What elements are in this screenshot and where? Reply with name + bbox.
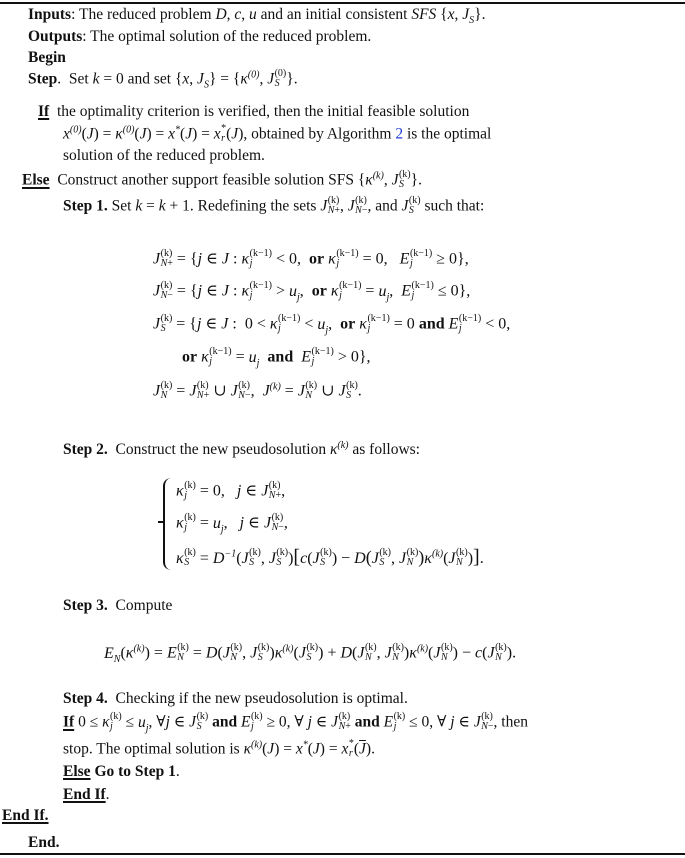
step1-equation-5: J (k) N = J (k) N+ ∪ J (k) N− , $J^{(k)} = J$ (k) N ∪ J (k) S . [153,380,362,401]
step2-equation-1: κ (k) j = 0, j ∈ J (k) N+ , [176,480,286,501]
step1-line: Step 1. Set k = k + 1. Redefining the sets J (k) N+ , J (k) N− , and J (k) S such that: [63,195,485,216]
step0-line: Step. Set k = 0 and set {x, $J_S\} = \{\kappa^{(0)}$, J (0) S }. [28,68,298,91]
step2-line: Step 2. Construct the new pseudosolution $\kappa^{(k)}$ as follows: [63,439,420,458]
outer-endif-line [2,807,49,825]
cases-brace [163,478,175,570]
inputs-label: Inputs [28,6,72,23]
cases-brace-tip [158,521,164,523]
else-line: Else Construct another support feasible solution SFS {$\kappa^{(k)}$, J (k) S }. [22,169,422,190]
if-text-line2-suffix: is the optimal [406,125,492,143]
step3-equation: $E_N(\kappa^{(k)}) = E$ (k) N = D(J (k) N , J (k) S )$\kappa^{(k)}(J$ (k) S ) + D(J (k) N , J (k) N )$\kappa^{(k)}(J$ (k) N ) − c(J (k) N ). [104,642,517,665]
inputs-line: Inputs: The reduced problem D, c, u and an initial consistent SFS {x, $J_S$}. [28,6,486,27]
if-keyword: If [38,103,50,120]
else-keyword: Else [22,171,50,189]
step3-label: Step 3. [63,597,108,614]
step4-else-text: Go to Step 1 [94,763,176,780]
step2-equation-2: κ (k) j = $u_j$, j ∈ J (k) N− , [176,512,288,535]
bottom-rule [0,853,685,855]
end-line [28,834,59,852]
if-line-3 [63,147,265,165]
step0-label: Step [28,70,58,88]
step1-equation-3: J (k) S = {j ∈ J : 0 < κ (k−1) j < $u_j$, or κ (k−1) j = 0 and E (k−1) j < 0, [153,313,511,336]
step4-stop-line: stop. The optimal solution is $\kappa^{(k)}(J) = x^*(J) = x$ * r $(\overline{J})$. [63,738,375,759]
top-rule [0,2,685,4]
algorithm-ref-link[interactable]: 2 [395,125,404,143]
step1-equation-1: J (k) N+ = {j ∈ J : κ (k−1) j < 0, or κ (k−1) j = 0, E (k−1) j ≥ 0}, [153,248,469,269]
step1-equation-4: or κ (k−1) j = $u_j$ and E (k−1) j > 0}, [182,346,371,369]
inner-endif-line: End If. [63,786,110,803]
step4-label: Step 4. [63,690,108,707]
outputs-label: Outputs [28,28,83,45]
outputs-line [28,28,371,46]
step4-if-keyword: If [63,713,75,731]
step4-else-keyword: Else [63,763,91,780]
if-text-line3: solution of the reduced problem. [63,147,265,164]
step2-label: Step 2. [63,441,108,458]
if-text-line1: the optimality criterion is verified, then the initial feasible solution [56,103,470,120]
if-line-2: $x^{(0)}(J) = \kappa^{(0)}(J) = x^*(J) = x$ * r (J), obtained by Algorithm 2 is the optimal [63,123,492,144]
begin-label: Begin [28,49,66,66]
step3-text: Compute [115,597,173,614]
step4-text: Checking if the new pseudosolution is optimal. [115,690,408,707]
step4-else-line: Else Go to Step 1. [63,763,180,780]
outputs-text: : The optimal solution of the reduced problem. [82,28,372,45]
step4-line [63,690,408,708]
step3-line [63,597,172,615]
step2-equation-3: κ (k) S = $D^{-1}(J$ (k) S , J (k) S )[c(J (k) S ) − D(J (k) S , J (k) N )$\kappa^{(k)}(J$ (k) N )]. [176,546,484,569]
step4-if-line: If 0 ≤ κ (k) j ≤ $u_j$, ∀j ∈ J (k) S and E (k) j ≥ 0, ∀ j ∈ J (k) N+ and E (k) j ≤ 0, ∀ j ∈ J (k) N− , then [63,711,528,734]
begin-line [28,49,66,67]
inner-endif-keyword: End If [63,786,106,803]
if-line-1 [38,103,469,121]
step1-equation-2: J (k) N− = {j ∈ J : κ (k−1) j > $u_j$, or κ (k−1) j = $u_j$, E (k−1) j ≤ 0}, [153,280,471,303]
step1-label: Step 1. [63,197,108,215]
end-label: End. [28,834,60,851]
outer-endif-keyword: End If. [2,807,49,824]
